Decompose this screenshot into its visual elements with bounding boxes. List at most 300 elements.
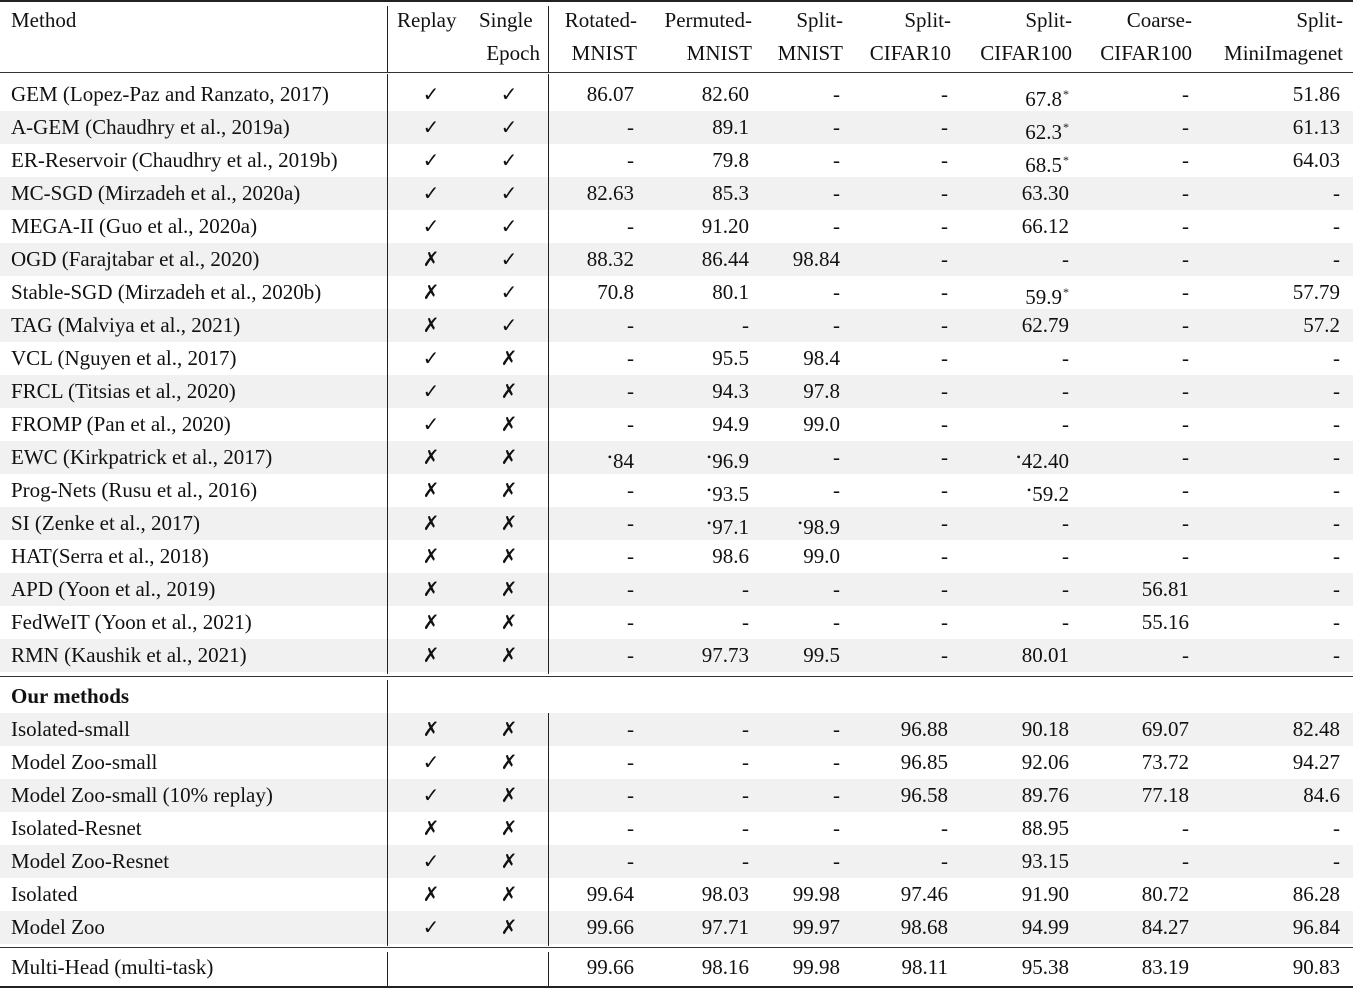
value-split-mnist: 99.98 bbox=[792, 882, 840, 906]
value-split-miniimagenet: 94.27 bbox=[1292, 750, 1340, 774]
value-rotated-mnist: - bbox=[627, 577, 634, 601]
value-split-mnist: 99.98 bbox=[792, 955, 840, 979]
value-coarse-cifar100: - bbox=[1182, 544, 1189, 568]
method-name: Multi-Head (multi-task) bbox=[11, 955, 214, 979]
value-coarse-cifar100: - bbox=[1182, 445, 1189, 469]
check-icon: ✓ bbox=[500, 181, 518, 205]
value-rotated-mnist: - bbox=[627, 849, 634, 873]
value-split-miniimagenet: 61.13 bbox=[1292, 115, 1340, 139]
cross-icon: ✗ bbox=[422, 816, 440, 840]
method-name: RMN (Kaushik et al., 2021) bbox=[11, 643, 247, 667]
table-row bbox=[0, 243, 1353, 276]
value-split-cifar10: 98.68 bbox=[900, 915, 948, 939]
top-rule bbox=[0, 0, 1353, 2]
value-permuted-mnist: - bbox=[742, 610, 749, 634]
method-name: Prog-Nets (Rusu et al., 2016) bbox=[11, 478, 258, 502]
value-split-mnist: - bbox=[833, 478, 840, 502]
cross-icon: ✗ bbox=[500, 478, 518, 502]
cross-icon: ✗ bbox=[500, 412, 518, 436]
value-permuted-mnist: - bbox=[742, 849, 749, 873]
check-icon: ✓ bbox=[500, 148, 518, 172]
column-separator bbox=[548, 6, 549, 72]
value-split-miniimagenet: - bbox=[1333, 816, 1340, 840]
table-row bbox=[0, 144, 1353, 177]
value-split-miniimagenet: 90.83 bbox=[1292, 955, 1340, 979]
column-separator bbox=[387, 713, 388, 946]
value-split-cifar10: - bbox=[941, 115, 948, 139]
check-icon: ✓ bbox=[422, 82, 440, 106]
column-separator bbox=[548, 952, 549, 986]
table-row bbox=[0, 78, 1353, 111]
value-split-cifar100: 95.38 bbox=[1021, 955, 1069, 979]
value-split-mnist: - bbox=[833, 214, 840, 238]
value-rotated-mnist: 99.66 bbox=[586, 955, 634, 979]
table-row bbox=[0, 639, 1353, 672]
value-rotated-mnist: - bbox=[627, 115, 634, 139]
value-split-miniimagenet: - bbox=[1333, 643, 1340, 667]
header-epoch: Epoch bbox=[486, 41, 540, 65]
value-coarse-cifar100: - bbox=[1182, 313, 1189, 337]
method-name: Model Zoo bbox=[11, 915, 105, 939]
value-split-miniimagenet: - bbox=[1333, 412, 1340, 436]
method-name: Isolated-Resnet bbox=[11, 816, 142, 840]
table-row bbox=[0, 111, 1353, 144]
cross-icon: ✗ bbox=[500, 915, 518, 939]
header-single: Single bbox=[479, 8, 533, 32]
value-rotated-mnist: - bbox=[627, 643, 634, 667]
value-split-mnist: •98.9 bbox=[798, 515, 840, 539]
header-coarse-cifar100-line2: CIFAR100 bbox=[1100, 41, 1192, 65]
check-icon: ✓ bbox=[422, 148, 440, 172]
check-icon: ✓ bbox=[422, 412, 440, 436]
value-split-cifar10: - bbox=[941, 148, 948, 172]
value-permuted-mnist: 94.9 bbox=[712, 412, 749, 436]
cross-icon: ✗ bbox=[422, 882, 440, 906]
value-split-cifar100: - bbox=[1062, 412, 1069, 436]
section-heading-row bbox=[0, 680, 1353, 713]
value-split-cifar10: 96.85 bbox=[900, 750, 948, 774]
value-split-mnist: - bbox=[833, 280, 840, 304]
value-split-miniimagenet: 84.6 bbox=[1303, 783, 1340, 807]
cross-icon: ✗ bbox=[422, 577, 440, 601]
value-rotated-mnist: 88.32 bbox=[586, 247, 634, 271]
value-coarse-cifar100: - bbox=[1182, 478, 1189, 502]
multitask-rule bbox=[0, 947, 1353, 948]
value-split-cifar100: 80.01 bbox=[1021, 643, 1069, 667]
value-permuted-mnist: 98.03 bbox=[701, 882, 749, 906]
table-row bbox=[0, 342, 1353, 375]
value-split-cifar100: 92.06 bbox=[1021, 750, 1069, 774]
value-coarse-cifar100: - bbox=[1182, 849, 1189, 873]
asterisk-mark: * bbox=[1063, 285, 1069, 299]
header-split-mnist-line1: Split- bbox=[796, 8, 843, 32]
bullet-mark: • bbox=[1027, 483, 1032, 497]
check-icon: ✓ bbox=[500, 115, 518, 139]
value-split-cifar100: •59.2 bbox=[1027, 482, 1069, 506]
cross-icon: ✗ bbox=[422, 544, 440, 568]
value-split-cifar100: 93.15 bbox=[1021, 849, 1069, 873]
value-split-cifar100: 94.99 bbox=[1021, 915, 1069, 939]
value-permuted-mnist: - bbox=[742, 717, 749, 741]
value-split-mnist: - bbox=[833, 313, 840, 337]
value-split-cifar10: - bbox=[941, 849, 948, 873]
value-permuted-mnist: 80.1 bbox=[712, 280, 749, 304]
value-permuted-mnist: - bbox=[742, 783, 749, 807]
table-row bbox=[0, 779, 1353, 812]
value-rotated-mnist: 86.07 bbox=[586, 82, 634, 106]
value-split-miniimagenet: - bbox=[1333, 445, 1340, 469]
header-method: Method bbox=[11, 8, 77, 32]
cross-icon: ✗ bbox=[500, 577, 518, 601]
table-row bbox=[0, 540, 1353, 573]
method-name: OGD (Farajtabar et al., 2020) bbox=[11, 247, 260, 271]
value-split-cifar100: - bbox=[1062, 346, 1069, 370]
value-rotated-mnist: 99.64 bbox=[586, 882, 634, 906]
value-split-mnist: - bbox=[833, 717, 840, 741]
cross-icon: ✗ bbox=[500, 643, 518, 667]
value-split-cifar10: - bbox=[941, 247, 948, 271]
bullet-mark: • bbox=[1016, 450, 1021, 464]
value-split-mnist: 99.97 bbox=[792, 915, 840, 939]
method-name: VCL (Nguyen et al., 2017) bbox=[11, 346, 237, 370]
value-split-cifar10: - bbox=[941, 511, 948, 535]
value-split-mnist: - bbox=[833, 816, 840, 840]
value-permuted-mnist: •96.9 bbox=[707, 449, 749, 473]
cross-icon: ✗ bbox=[422, 610, 440, 634]
value-split-miniimagenet: - bbox=[1333, 379, 1340, 403]
value-coarse-cifar100: - bbox=[1182, 816, 1189, 840]
method-name: FRCL (Titsias et al., 2020) bbox=[11, 379, 236, 403]
column-separator bbox=[387, 952, 388, 986]
table-row bbox=[0, 276, 1353, 309]
value-split-cifar100: 63.30 bbox=[1021, 181, 1069, 205]
value-split-miniimagenet: 86.28 bbox=[1292, 882, 1340, 906]
method-name: Model Zoo-small (10% replay) bbox=[11, 783, 273, 807]
value-split-cifar100: 88.95 bbox=[1021, 816, 1069, 840]
value-coarse-cifar100: 56.81 bbox=[1141, 577, 1189, 601]
check-icon: ✓ bbox=[422, 214, 440, 238]
method-name: APD (Yoon et al., 2019) bbox=[11, 577, 216, 601]
cross-icon: ✗ bbox=[500, 610, 518, 634]
table-row bbox=[0, 375, 1353, 408]
table-row bbox=[0, 951, 1353, 984]
cross-icon: ✗ bbox=[500, 445, 518, 469]
value-split-mnist: - bbox=[833, 445, 840, 469]
value-split-cifar10: - bbox=[941, 214, 948, 238]
check-icon: ✓ bbox=[500, 82, 518, 106]
value-split-miniimagenet: 57.79 bbox=[1292, 280, 1340, 304]
cross-icon: ✗ bbox=[500, 816, 518, 840]
value-rotated-mnist: - bbox=[627, 346, 634, 370]
value-permuted-mnist: - bbox=[742, 816, 749, 840]
header-split-cifar10-line2: CIFAR10 bbox=[869, 41, 951, 65]
cross-icon: ✗ bbox=[422, 313, 440, 337]
value-split-mnist: - bbox=[833, 750, 840, 774]
value-rotated-mnist: - bbox=[627, 478, 634, 502]
header-split-cifar100-line1: Split- bbox=[1025, 8, 1072, 32]
value-split-miniimagenet: - bbox=[1333, 214, 1340, 238]
cross-icon: ✗ bbox=[422, 445, 440, 469]
value-split-mnist: - bbox=[833, 148, 840, 172]
asterisk-mark: * bbox=[1063, 120, 1069, 134]
value-split-cifar100: - bbox=[1062, 511, 1069, 535]
value-split-cifar10: - bbox=[941, 181, 948, 205]
value-split-cifar100: - bbox=[1062, 379, 1069, 403]
asterisk-mark: * bbox=[1063, 153, 1069, 167]
value-permuted-mnist: 97.73 bbox=[701, 643, 749, 667]
check-icon: ✓ bbox=[422, 849, 440, 873]
value-split-mnist: 97.8 bbox=[803, 379, 840, 403]
value-permuted-mnist: 94.3 bbox=[712, 379, 749, 403]
value-rotated-mnist: 82.63 bbox=[586, 181, 634, 205]
value-split-mnist: 98.4 bbox=[803, 346, 840, 370]
check-icon: ✓ bbox=[422, 783, 440, 807]
method-name: GEM (Lopez-Paz and Ranzato, 2017) bbox=[11, 82, 329, 106]
bullet-mark: • bbox=[707, 450, 712, 464]
value-split-cifar10: - bbox=[941, 445, 948, 469]
method-name: FROMP (Pan et al., 2020) bbox=[11, 412, 231, 436]
table-row bbox=[0, 713, 1353, 746]
table-row bbox=[0, 408, 1353, 441]
table-row bbox=[0, 746, 1353, 779]
value-permuted-mnist: 89.1 bbox=[712, 115, 749, 139]
value-split-cifar10: - bbox=[941, 412, 948, 436]
bullet-mark: • bbox=[707, 483, 712, 497]
cross-icon: ✗ bbox=[422, 717, 440, 741]
check-icon: ✓ bbox=[500, 280, 518, 304]
value-split-mnist: - bbox=[833, 577, 840, 601]
header-coarse-cifar100-line1: Coarse- bbox=[1126, 8, 1192, 32]
value-split-cifar10: 98.11 bbox=[901, 955, 948, 979]
method-name: MEGA-II (Guo et al., 2020a) bbox=[11, 214, 258, 238]
table-row bbox=[0, 911, 1353, 944]
value-coarse-cifar100: - bbox=[1182, 82, 1189, 106]
table-row bbox=[0, 812, 1353, 845]
value-split-miniimagenet: 57.2 bbox=[1303, 313, 1340, 337]
value-permuted-mnist: 79.8 bbox=[712, 148, 749, 172]
cross-icon: ✗ bbox=[500, 379, 518, 403]
value-split-cifar10: - bbox=[941, 816, 948, 840]
cross-icon: ✗ bbox=[422, 511, 440, 535]
cross-icon: ✗ bbox=[422, 478, 440, 502]
value-rotated-mnist: - bbox=[627, 750, 634, 774]
value-permuted-mnist: •93.5 bbox=[707, 482, 749, 506]
table-row bbox=[0, 474, 1353, 507]
value-split-mnist: 99.0 bbox=[803, 544, 840, 568]
value-split-mnist: - bbox=[833, 849, 840, 873]
table-row bbox=[0, 177, 1353, 210]
value-permuted-mnist: - bbox=[742, 577, 749, 601]
column-separator bbox=[387, 680, 388, 713]
header-split-miniimagenet-line1: Split- bbox=[1296, 8, 1343, 32]
value-coarse-cifar100: - bbox=[1182, 148, 1189, 172]
header-split-cifar100-line2: CIFAR100 bbox=[980, 41, 1072, 65]
value-split-cifar10: - bbox=[941, 346, 948, 370]
method-name: Stable-SGD (Mirzadeh et al., 2020b) bbox=[11, 280, 322, 304]
value-rotated-mnist: - bbox=[627, 511, 634, 535]
value-split-miniimagenet: 64.03 bbox=[1292, 148, 1340, 172]
value-coarse-cifar100: - bbox=[1182, 412, 1189, 436]
check-icon: ✓ bbox=[500, 214, 518, 238]
empty-cell bbox=[396, 951, 466, 984]
value-rotated-mnist: - bbox=[627, 313, 634, 337]
table-row bbox=[0, 845, 1353, 878]
value-split-mnist: 99.0 bbox=[803, 412, 840, 436]
value-split-cifar10: - bbox=[941, 577, 948, 601]
value-split-cifar10: - bbox=[941, 379, 948, 403]
section-rule bbox=[0, 676, 1353, 677]
value-split-mnist: - bbox=[833, 783, 840, 807]
check-icon: ✓ bbox=[500, 247, 518, 271]
value-split-miniimagenet: 51.86 bbox=[1292, 82, 1340, 106]
cross-icon: ✗ bbox=[500, 750, 518, 774]
value-coarse-cifar100: - bbox=[1182, 280, 1189, 304]
value-coarse-cifar100: 73.72 bbox=[1141, 750, 1189, 774]
value-split-cifar10: - bbox=[941, 313, 948, 337]
header-split-mnist-line2: MNIST bbox=[777, 41, 843, 65]
value-split-mnist: 99.5 bbox=[803, 643, 840, 667]
header-permuted-mnist-line2: MNIST bbox=[686, 41, 752, 65]
value-split-cifar10: 96.88 bbox=[900, 717, 948, 741]
value-split-miniimagenet: 82.48 bbox=[1292, 717, 1340, 741]
cross-icon: ✗ bbox=[500, 783, 518, 807]
bullet-mark: • bbox=[707, 516, 712, 530]
value-permuted-mnist: - bbox=[742, 313, 749, 337]
cross-icon: ✗ bbox=[500, 717, 518, 741]
value-split-cifar100: 59.9* bbox=[1025, 285, 1069, 309]
cross-icon: ✗ bbox=[422, 247, 440, 271]
value-permuted-mnist: 95.5 bbox=[712, 346, 749, 370]
value-coarse-cifar100: 55.16 bbox=[1141, 610, 1189, 634]
value-permuted-mnist: 82.60 bbox=[701, 82, 749, 106]
column-separator bbox=[387, 74, 388, 674]
value-coarse-cifar100: 69.07 bbox=[1141, 717, 1189, 741]
header-rotated-mnist-line1: Rotated- bbox=[564, 8, 637, 32]
method-name: A-GEM (Chaudhry et al., 2019a) bbox=[11, 115, 290, 139]
value-split-cifar100: - bbox=[1062, 577, 1069, 601]
value-rotated-mnist: - bbox=[627, 610, 634, 634]
value-permuted-mnist: 98.6 bbox=[712, 544, 749, 568]
bottom-rule bbox=[0, 986, 1353, 988]
value-rotated-mnist: - bbox=[627, 816, 634, 840]
value-permuted-mnist: 86.44 bbox=[701, 247, 749, 271]
cross-icon: ✗ bbox=[500, 346, 518, 370]
table-row bbox=[0, 441, 1353, 474]
value-rotated-mnist: - bbox=[627, 783, 634, 807]
value-split-cifar10: - bbox=[941, 280, 948, 304]
method-name: MC-SGD (Mirzadeh et al., 2020a) bbox=[11, 181, 301, 205]
header-permuted-mnist-line1: Permuted- bbox=[664, 8, 752, 32]
table-row bbox=[0, 507, 1353, 540]
value-split-cifar10: - bbox=[941, 544, 948, 568]
value-split-miniimagenet: - bbox=[1333, 478, 1340, 502]
method-name: SI (Zenke et al., 2017) bbox=[11, 511, 200, 535]
method-name: ER-Reservoir (Chaudhry et al., 2019b) bbox=[11, 148, 338, 172]
value-split-cifar100: - bbox=[1062, 544, 1069, 568]
section-heading: Our methods bbox=[11, 684, 130, 708]
value-coarse-cifar100: 80.72 bbox=[1141, 882, 1189, 906]
value-permuted-mnist: •97.1 bbox=[707, 515, 749, 539]
value-permuted-mnist: - bbox=[742, 750, 749, 774]
value-split-miniimagenet: - bbox=[1333, 346, 1340, 370]
value-coarse-cifar100: - bbox=[1182, 643, 1189, 667]
value-coarse-cifar100: 83.19 bbox=[1141, 955, 1189, 979]
value-split-mnist: - bbox=[833, 181, 840, 205]
header-replay: Replay bbox=[397, 8, 457, 32]
value-rotated-mnist: - bbox=[627, 379, 634, 403]
value-split-cifar10: - bbox=[941, 82, 948, 106]
value-coarse-cifar100: - bbox=[1182, 247, 1189, 271]
value-split-miniimagenet: - bbox=[1333, 544, 1340, 568]
cross-icon: ✗ bbox=[500, 544, 518, 568]
check-icon: ✓ bbox=[422, 181, 440, 205]
empty-cell bbox=[474, 951, 544, 984]
value-split-cifar100: 66.12 bbox=[1021, 214, 1069, 238]
value-rotated-mnist: - bbox=[627, 214, 634, 238]
method-name: FedWeIT (Yoon et al., 2021) bbox=[11, 610, 252, 634]
value-split-cifar100: 68.5* bbox=[1025, 153, 1069, 177]
table-row bbox=[0, 878, 1353, 911]
header-rule bbox=[0, 72, 1353, 73]
value-split-cifar10: - bbox=[941, 643, 948, 667]
table-row bbox=[0, 210, 1353, 243]
check-icon: ✓ bbox=[500, 313, 518, 337]
value-split-cifar100: 62.79 bbox=[1021, 313, 1069, 337]
value-rotated-mnist: - bbox=[627, 717, 634, 741]
method-name: Model Zoo-small bbox=[11, 750, 158, 774]
check-icon: ✓ bbox=[422, 750, 440, 774]
value-rotated-mnist: - bbox=[627, 412, 634, 436]
header-split-cifar10-line1: Split- bbox=[904, 8, 951, 32]
value-split-cifar100: 91.90 bbox=[1021, 882, 1069, 906]
method-name: Isolated-small bbox=[11, 717, 130, 741]
value-split-miniimagenet: 96.84 bbox=[1292, 915, 1340, 939]
method-name: EWC (Kirkpatrick et al., 2017) bbox=[11, 445, 273, 469]
value-split-cifar100: 62.3* bbox=[1025, 120, 1069, 144]
value-permuted-mnist: 98.16 bbox=[701, 955, 749, 979]
value-permuted-mnist: 97.71 bbox=[701, 915, 749, 939]
value-split-mnist: - bbox=[833, 82, 840, 106]
check-icon: ✓ bbox=[422, 915, 440, 939]
table-row bbox=[0, 309, 1353, 342]
value-rotated-mnist: - bbox=[627, 544, 634, 568]
table-row bbox=[0, 606, 1353, 639]
value-split-miniimagenet: - bbox=[1333, 610, 1340, 634]
value-split-miniimagenet: - bbox=[1333, 247, 1340, 271]
value-split-mnist: - bbox=[833, 610, 840, 634]
value-coarse-cifar100: 84.27 bbox=[1141, 915, 1189, 939]
column-separator bbox=[387, 6, 388, 72]
cross-icon: ✗ bbox=[422, 280, 440, 304]
check-icon: ✓ bbox=[422, 379, 440, 403]
method-name: Model Zoo-Resnet bbox=[11, 849, 170, 873]
value-split-cifar10: - bbox=[941, 478, 948, 502]
value-split-miniimagenet: - bbox=[1333, 849, 1340, 873]
value-split-cifar100: 90.18 bbox=[1021, 717, 1069, 741]
asterisk-mark: * bbox=[1063, 87, 1069, 101]
method-name: TAG (Malviya et al., 2021) bbox=[11, 313, 241, 337]
check-icon: ✓ bbox=[422, 346, 440, 370]
cross-icon: ✗ bbox=[500, 511, 518, 535]
column-separator bbox=[548, 74, 549, 674]
value-split-miniimagenet: - bbox=[1333, 511, 1340, 535]
value-permuted-mnist: 91.20 bbox=[701, 214, 749, 238]
header-split-miniimagenet-line2: MiniImagenet bbox=[1224, 41, 1343, 65]
method-name: HAT(Serra et al., 2018) bbox=[11, 544, 209, 568]
value-coarse-cifar100: - bbox=[1182, 115, 1189, 139]
value-split-cifar100: 89.76 bbox=[1021, 783, 1069, 807]
value-rotated-mnist: •84 bbox=[607, 449, 634, 473]
